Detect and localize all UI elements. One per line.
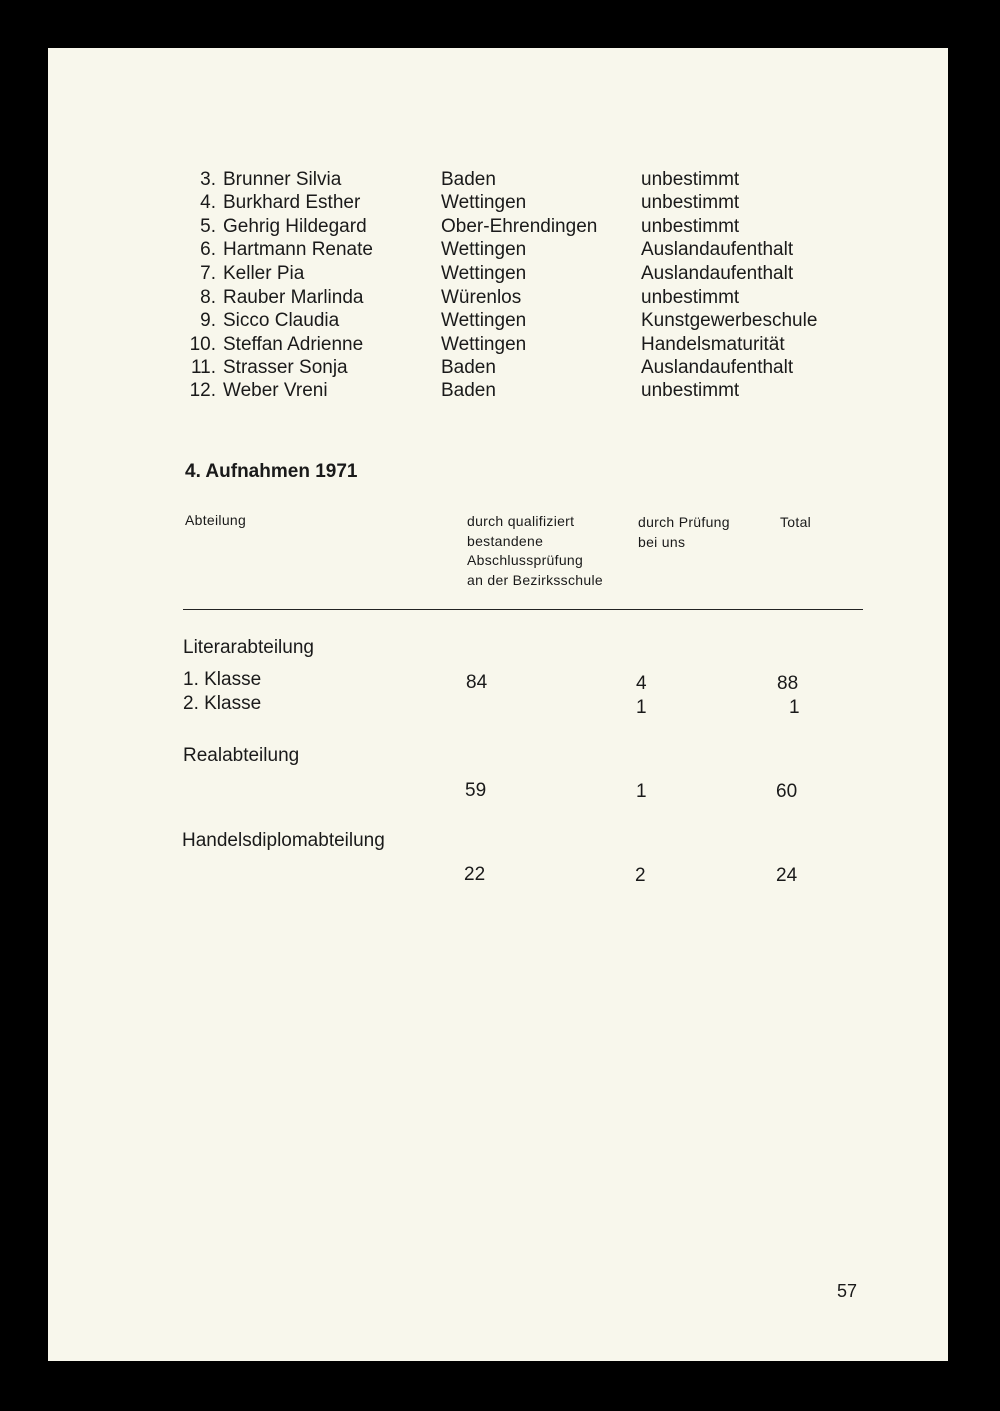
list-item-destination: Handelsmaturität bbox=[641, 334, 785, 355]
list-item-destination: unbestimmt bbox=[641, 216, 740, 237]
table-cell-exam: 4 bbox=[636, 673, 647, 694]
table-cell-total: 24 bbox=[776, 865, 798, 886]
list-item-place: Baden bbox=[441, 357, 496, 378]
list-item bbox=[48, 216, 948, 239]
column-header-abteilung: Abteilung bbox=[185, 512, 247, 528]
table-cell-qualified: 84 bbox=[466, 672, 488, 693]
list-item-place: Wettingen bbox=[441, 310, 527, 331]
column-header-line: an der Bezirksschule bbox=[467, 571, 603, 588]
list-item-place: Wettingen bbox=[441, 239, 527, 260]
column-header-line: bei uns bbox=[638, 533, 686, 550]
list-item-number: 11. bbox=[190, 357, 216, 378]
list-item bbox=[48, 357, 948, 380]
list-item-place: Wettingen bbox=[441, 263, 527, 284]
list-item bbox=[48, 380, 948, 403]
table-cell-exam: 1 bbox=[636, 781, 647, 802]
list-item-place: Wettingen bbox=[441, 334, 527, 355]
table-cell-total: 60 bbox=[776, 781, 798, 802]
table-row-label: 2. Klasse bbox=[183, 693, 262, 714]
list-item-name: Burkhard Esther bbox=[223, 192, 361, 213]
section-title: 4. Aufnahmen 1971 bbox=[185, 461, 358, 482]
column-header-qualified bbox=[467, 512, 603, 590]
list-item-place: Wettingen bbox=[441, 192, 527, 213]
table-cell-qualified: 22 bbox=[464, 864, 486, 885]
list-item-destination: unbestimmt bbox=[641, 169, 740, 190]
list-item bbox=[48, 169, 948, 192]
page-number: 57 bbox=[837, 1281, 858, 1301]
list-item-number: 4. bbox=[200, 192, 216, 213]
list-item-name: Strasser Sonja bbox=[223, 357, 348, 378]
column-header-total: Total bbox=[780, 514, 812, 530]
list-item-place: Ober-Ehrendingen bbox=[441, 216, 598, 237]
list-item-number: 3. bbox=[200, 169, 216, 190]
column-header-line: bestandene bbox=[467, 532, 544, 549]
department-label-handel: Handelsdiplomabteilung bbox=[182, 830, 385, 851]
table-divider bbox=[183, 609, 863, 610]
list-item-name: Hartmann Renate bbox=[223, 239, 373, 260]
list-item-name: Weber Vreni bbox=[223, 380, 328, 401]
list-item-destination: unbestimmt bbox=[641, 287, 740, 308]
list-item bbox=[48, 310, 948, 333]
table-cell-exam: 1 bbox=[636, 697, 647, 718]
table-cell-total: 88 bbox=[777, 673, 799, 694]
list-item-place: Baden bbox=[441, 169, 496, 190]
column-header-line: durch Prüfung bbox=[638, 514, 730, 530]
list-item-destination: unbestimmt bbox=[641, 192, 740, 213]
department-label-literar: Literarabteilung bbox=[183, 637, 314, 658]
list-item-name: Brunner Silvia bbox=[223, 169, 342, 190]
list-item bbox=[48, 239, 948, 262]
list-item-place: Würenlos bbox=[441, 287, 522, 308]
list-item-number: 12. bbox=[189, 380, 216, 401]
list-item bbox=[48, 192, 948, 215]
list-item-number: 7. bbox=[200, 263, 216, 284]
table-row-label: 1. Klasse bbox=[183, 669, 262, 690]
list-item-name: Keller Pia bbox=[223, 263, 305, 284]
document-page bbox=[48, 48, 948, 1361]
table-cell-qualified: 59 bbox=[465, 780, 487, 801]
list-item-destination: Auslandaufenthalt bbox=[641, 239, 794, 260]
list-item bbox=[48, 287, 948, 310]
list-item-name: Rauber Marlinda bbox=[223, 287, 364, 308]
list-item-destination: Auslandaufenthalt bbox=[641, 357, 794, 378]
list-item-number: 5. bbox=[200, 216, 216, 237]
list-item bbox=[48, 263, 948, 286]
list-item-place: Baden bbox=[441, 380, 496, 401]
column-header-exam bbox=[638, 513, 730, 552]
table-cell-total: 1 bbox=[789, 697, 800, 718]
list-item-name: Gehrig Hildegard bbox=[223, 216, 367, 237]
list-item-destination: Auslandaufenthalt bbox=[641, 263, 794, 284]
list-item-number: 10. bbox=[189, 334, 216, 355]
list-item-destination: unbestimmt bbox=[641, 380, 740, 401]
list-item-name: Sicco Claudia bbox=[223, 310, 340, 331]
column-header-line: Abschlussprüfung bbox=[467, 552, 584, 568]
department-label-real: Realabteilung bbox=[183, 745, 300, 766]
list-item-destination: Kunstgewerbeschule bbox=[641, 310, 818, 331]
list-item bbox=[48, 334, 948, 357]
list-item-name: Steffan Adrienne bbox=[223, 334, 364, 355]
list-item-number: 9. bbox=[200, 310, 216, 331]
list-item-number: 6. bbox=[200, 239, 216, 260]
table-cell-exam: 2 bbox=[635, 865, 646, 886]
column-header-line: durch qualifiziert bbox=[467, 513, 575, 529]
list-item-number: 8. bbox=[200, 287, 216, 308]
